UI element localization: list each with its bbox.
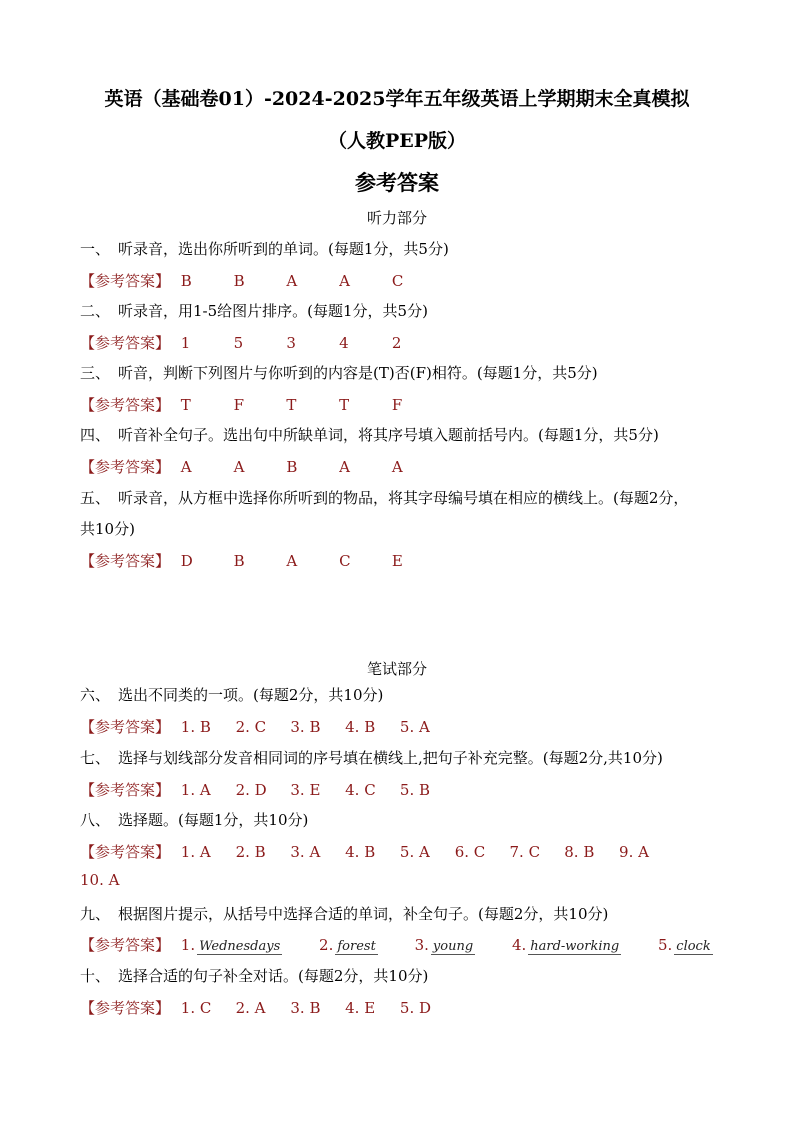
question-text: 选择与划线部分发音相同词的序号填在横线上,把句子补充完整。(每题2分,共10分) [118, 749, 663, 767]
answer-number: 3. [414, 936, 429, 954]
question-text: 根据图片提示，从括号中选择合适的单词，补全句子。(每题2分，共10分) [118, 905, 609, 923]
answer-value: D [180, 552, 193, 570]
answer-value: 6. C [454, 843, 486, 861]
question-4 [80, 424, 659, 445]
answer-value: 2. C [235, 718, 267, 736]
answer-value: 5. A [399, 718, 430, 736]
answer-value: 3. E [290, 781, 321, 799]
handwritten-answer: Wednesdays [199, 939, 281, 954]
answer-value: A [391, 458, 403, 476]
question-text: 选出不同类的一项。(每题2分，共10分) [118, 686, 384, 704]
document-subtitle: （人教PEP版） [327, 130, 467, 152]
question-6 [80, 684, 383, 705]
answer-5 [80, 550, 440, 571]
answer-value: 4. C [345, 781, 376, 799]
question-number: 四、 [80, 426, 111, 444]
answer-value: 1. B [180, 718, 211, 736]
document-title: 英语（基础卷01）-2024-2025学年五年级英语上学期期末全真模拟 [104, 88, 690, 110]
answer-tag: 【参考答案】 [80, 999, 171, 1017]
answer-value: 1. C [180, 999, 212, 1017]
answer-tag: 【参考答案】 [80, 552, 171, 570]
answer-value: T [180, 396, 191, 414]
question-number: 二、 [80, 302, 111, 320]
question-number: 九、 [80, 905, 111, 923]
answer-value: 4. E [345, 999, 376, 1017]
question-5 [80, 487, 688, 508]
handwritten-answer: forest [337, 939, 376, 954]
answer-value: 4. B [345, 843, 376, 861]
question-text: 选择合适的句子补全对话。(每题2分，共10分) [118, 967, 429, 985]
question-text: 共10分) [80, 520, 135, 538]
answer-10 [80, 997, 450, 1018]
answer-key-heading: 参考答案 [355, 170, 439, 195]
answer-value: 3. B [290, 718, 321, 736]
answer-tag: 【参考答案】 [80, 396, 171, 414]
question-text: 听录音，选出你所听到的单词。(每题1分，共5分) [118, 240, 449, 258]
question-3 [80, 362, 598, 383]
answer-value: 7. C [509, 843, 541, 861]
listening-part-title: 听力部分 [366, 209, 427, 227]
answer-value: 1. A [180, 843, 211, 861]
answer-3 [80, 394, 440, 415]
answer-value: A [286, 552, 298, 570]
handwritten-answer: hard-working [530, 939, 620, 954]
answer-value: A [339, 458, 350, 476]
answer-value: 2. A [235, 999, 266, 1017]
question-1 [80, 238, 449, 259]
answer-value: B [286, 458, 298, 476]
question-text: 听录音，从方框中选择你所听到的物品，将其字母编号填在相应的横线上。(每题2分， [118, 489, 689, 507]
answer-8 [80, 841, 669, 862]
answer-tag: 【参考答案】 [80, 843, 171, 861]
handwritten-answer: clock [676, 939, 711, 954]
answer-value: T [286, 396, 297, 414]
question-2 [80, 300, 428, 321]
answer-value: E [391, 552, 403, 570]
written-part-title: 笔试部分 [366, 660, 427, 678]
question-5-continued [80, 518, 135, 539]
answer-tag: 【参考答案】 [80, 781, 171, 799]
answer-value: A [286, 272, 298, 290]
answer-value: 10. A [80, 871, 120, 889]
answer-value: 1 [180, 334, 191, 352]
answer-value: 8. B [564, 843, 595, 861]
answer-value: F [391, 396, 403, 414]
question-10 [80, 965, 428, 986]
handwritten-answer: young [432, 939, 474, 954]
answer-value: 4. B [345, 718, 376, 736]
question-number: 七、 [80, 749, 111, 767]
question-text: 听录音，用1-5给图片排序。(每题1分，共5分) [118, 302, 428, 320]
answer-tag: 【参考答案】 [80, 458, 171, 476]
answer-value: 1. A [180, 781, 211, 799]
answer-value: 5. B [399, 781, 431, 799]
answer-value: 2 [391, 334, 402, 352]
answer-value: 2. B [235, 843, 266, 861]
answer-value: 3. B [290, 999, 321, 1017]
answer-number: 5. [657, 936, 673, 954]
answer-value: A [233, 458, 245, 476]
question-number: 八、 [80, 811, 111, 829]
answer-value: C [391, 272, 404, 290]
answer-value: A [180, 458, 192, 476]
question-9 [80, 903, 608, 924]
question-number: 一、 [80, 240, 111, 258]
answer-number: 2. [319, 936, 334, 954]
question-number: 十、 [80, 967, 111, 985]
answer-8-continued [80, 871, 119, 889]
question-number: 三、 [80, 364, 111, 382]
answer-tag: 【参考答案】 [80, 936, 171, 954]
answer-9 [80, 934, 713, 955]
answer-number: 1. [180, 936, 196, 954]
answer-value: A [339, 272, 350, 290]
answer-6 [80, 716, 450, 737]
answer-value: 5. A [399, 843, 430, 861]
answer-tag: 【参考答案】 [80, 334, 171, 352]
answer-value: 5. D [399, 999, 432, 1017]
answer-value: B [233, 272, 245, 290]
answer-value: 3 [286, 334, 296, 352]
answer-4 [80, 456, 440, 477]
answer-7 [80, 779, 450, 800]
answer-value: 9. A [619, 843, 649, 861]
question-number: 五、 [80, 489, 111, 507]
answer-tag: 【参考答案】 [80, 272, 171, 290]
question-number: 六、 [80, 686, 111, 704]
question-text: 选择题。(每题1分，共10分) [118, 811, 309, 829]
answer-2 [80, 332, 440, 353]
answer-value: 5 [233, 334, 244, 352]
question-text: 听音补全句子。选出句中所缺单词，将其序号填入题前括号内。(每题1分，共5分) [118, 426, 659, 444]
question-text: 听音，判断下列图片与你听到的内容是(T)否(F)相符。(每题1分，共5分) [118, 364, 598, 382]
question-7 [80, 747, 663, 768]
answer-tag: 【参考答案】 [80, 718, 171, 736]
answer-value: F [233, 396, 244, 414]
answer-value: C [339, 552, 351, 570]
answer-value: 4 [339, 334, 349, 352]
question-8 [80, 809, 308, 830]
answer-value: 2. D [235, 781, 267, 799]
answer-value: B [180, 272, 192, 290]
answer-value: T [339, 396, 350, 414]
answer-number: 4. [511, 936, 527, 954]
answer-value: B [233, 552, 245, 570]
answer-1 [80, 270, 440, 291]
answer-value: 3. A [290, 843, 321, 861]
